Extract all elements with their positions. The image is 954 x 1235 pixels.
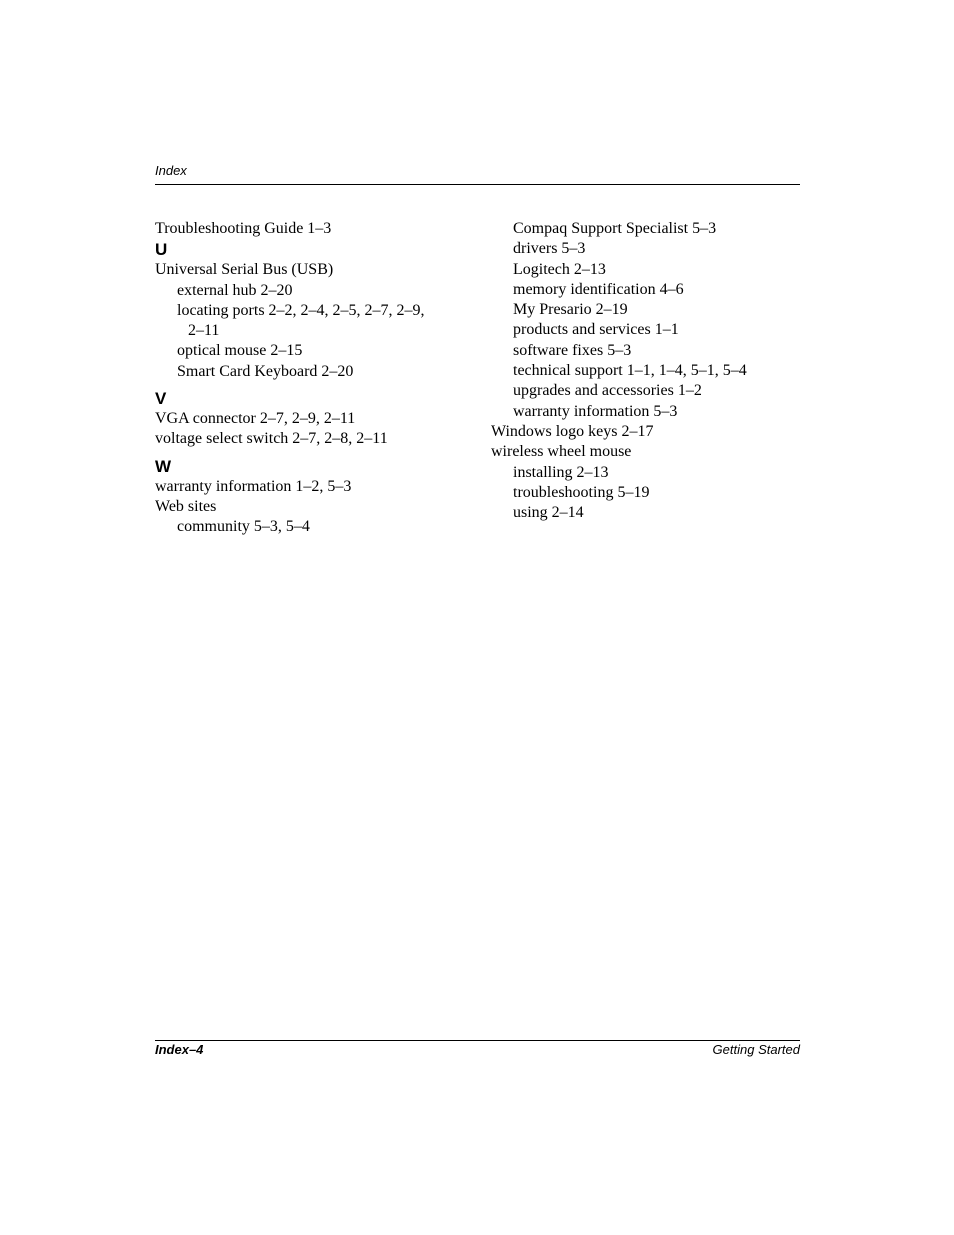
index-subentry: using 2–14 — [513, 504, 584, 522]
page-number: Index–4 — [155, 1042, 204, 1057]
index-subentry-continuation: 2–11 — [188, 322, 220, 340]
index-entry: Windows logo keys 2–17 — [491, 422, 654, 440]
index-entry: warranty information 1–2, 5–3 — [155, 477, 352, 495]
section-letter-w: W — [155, 456, 172, 476]
index-entry: Universal Serial Bus (USB) — [155, 261, 334, 279]
index-column-left — [155, 219, 475, 538]
index-subentry: optical mouse 2–15 — [177, 342, 303, 360]
index-entry: voltage select switch 2–7, 2–8, 2–11 — [155, 430, 388, 448]
index-entry: VGA connector 2–7, 2–9, 2–11 — [155, 410, 356, 428]
index-subentry: Logitech 2–13 — [513, 260, 606, 278]
index-subentry: memory identification 4–6 — [513, 280, 684, 298]
index-subentry: upgrades and accessories 1–2 — [513, 382, 702, 400]
index-entry: Troubleshooting Guide 1–3 — [155, 220, 332, 237]
index-entry: Web sites — [155, 497, 217, 515]
index-subentry: community 5–3, 5–4 — [177, 518, 310, 536]
index-subentry: My Presario 2–19 — [513, 301, 628, 319]
index-subentry: Smart Card Keyboard 2–20 — [177, 362, 354, 380]
book-title: Getting Started — [712, 1042, 800, 1057]
index-subentry: installing 2–13 — [513, 463, 609, 481]
index-column-right — [491, 219, 811, 523]
index-subentry: products and services 1–1 — [513, 321, 679, 339]
index-subentry: locating ports 2–2, 2–4, 2–5, 2–7, 2–9, — [177, 301, 425, 319]
section-letter-u: U — [155, 240, 168, 260]
index-entry: wireless wheel mouse — [491, 443, 632, 461]
section-letter-v: V — [155, 389, 167, 409]
footer-rule — [155, 1040, 800, 1041]
index-subentry: troubleshooting 5–19 — [513, 483, 650, 501]
index-subentry: Compaq Support Specialist 5–3 — [513, 220, 717, 237]
index-subentry: software fixes 5–3 — [513, 341, 632, 359]
index-subentry: technical support 1–1, 1–4, 5–1, 5–4 — [513, 362, 747, 380]
index-subentry: external hub 2–20 — [177, 281, 293, 299]
running-header-title: Index — [155, 163, 187, 178]
index-subentry: warranty information 5–3 — [513, 402, 678, 420]
header-rule — [155, 184, 800, 185]
index-subentry: drivers 5–3 — [513, 240, 586, 258]
